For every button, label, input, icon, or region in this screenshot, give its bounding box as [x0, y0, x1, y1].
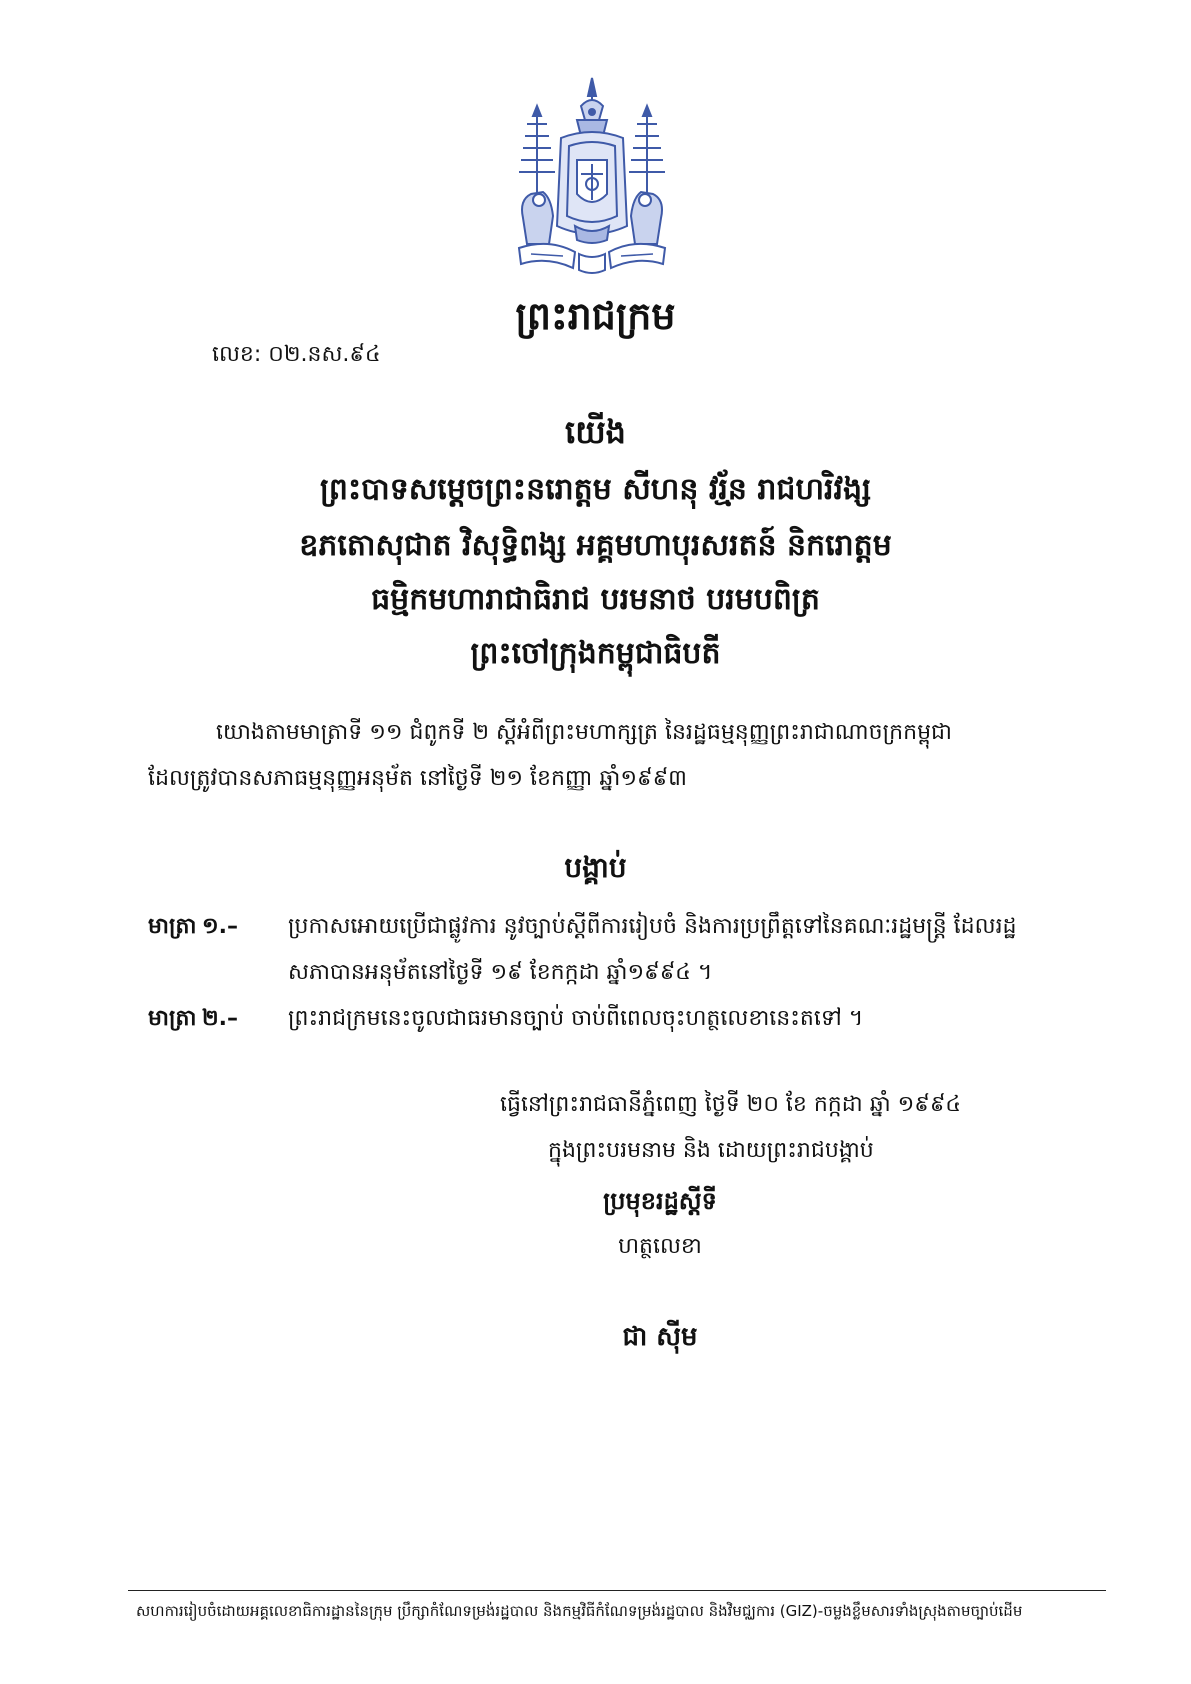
footer-note: សហការរៀបចំដោយអគ្គលេខាធិការដ្ឋាននៃក្រុម ប្រឹក្សាកំណែទម្រង់រដ្ឋបាល និងកម្មវិធីកំណែទម្រង់រដ្ឋបាល និងវិមជ្ឈការ (GIZ)-ចម្លងខ្លឹមសារទាំងស្រុងតាមច្បាប់ដើម — [136, 1602, 1023, 1620]
king-title-line-3: ធម្មិកមហារាជាធិរាជ បរមនាថ បរមបពិត្រ — [371, 582, 820, 617]
article-2-label: មាត្រា — [148, 1006, 197, 1031]
king-title-line-1: ព្រះបាទសម្តេចព្រះនរោត្តម សីហនុ វរ្ម័ន រាជហរិវង្ស — [319, 472, 872, 507]
decision-heading: បង្គាប់ — [564, 851, 627, 884]
king-title-line-4: ព្រះចៅក្រុងកម្ពុជាធិបតី — [470, 636, 721, 671]
signature-place-date: ធ្វើនៅព្រះរាជធានីភ្នំពេញ ថ្ងៃទី ២០ ខែ កក្កដា ឆ្នាំ ១៩៩៤ — [500, 1092, 962, 1117]
document-number: លេខ: ០២.នស.៩៤ — [212, 342, 381, 367]
signature-word: ហត្ថលេខា — [618, 1234, 702, 1259]
article-1-text-line-2: សភាបានអនុម័តនៅថ្ងៃទី ១៩ ខែកក្កដា ឆ្នាំ១៩៩៤ ។ — [288, 960, 713, 985]
article-1-text-line-1: ប្រកាសអោយប្រើជាផ្លូវការ នូវច្បាប់ស្តីពីការរៀបចំ និងការប្រព្រឹត្តទៅនៃគណៈរដ្ឋមន្ត្រី ដែលរដ្ឋ — [288, 914, 1017, 939]
signatory-role: ប្រមុខរដ្ឋស្តីទី — [603, 1187, 717, 1215]
preamble-paragraph-line-1: យោងតាមមាត្រាទី ១១ ជំពូកទី ២ ស្តីអំពីព្រះមហាក្សត្រ នៃរដ្ឋធម្មនុញ្ញព្រះរាជាណាចក្រកម្ពុជា — [216, 720, 953, 745]
article-2-number: ២.– — [202, 1006, 239, 1031]
article-2-text-line-1: ព្រះរាជក្រមនេះចូលជាធរមានច្បាប់ ចាប់ពីពេលចុះហត្ថលេខានេះតទៅ ។ — [288, 1006, 864, 1031]
article-1-label: មាត្រា — [148, 914, 197, 939]
preamble-paragraph-line-2: ដែលត្រូវបានសភាធម្មនុញ្ញអនុម័ត នៅថ្ងៃទី ២១ ខែកញ្ញា ឆ្នាំ១៩៩៣ — [148, 766, 687, 791]
signatory-name: ជា ស៊ីម — [622, 1322, 698, 1352]
article-1-number: ១.– — [202, 914, 239, 939]
document-title: ព្រះរាជក្រម — [515, 294, 676, 338]
king-title-line-2: ឧភតោសុជាត វិសុទ្ធិពង្ស អគ្គមហាបុរសរតន៍ និករោត្តម — [299, 528, 892, 563]
royal-coat-of-arms-icon — [509, 76, 675, 276]
preamble-we: យើង — [565, 413, 626, 451]
signature-authority: ក្នុងព្រះបរមនាម និង ដោយព្រះរាជបង្គាប់ — [548, 1138, 874, 1163]
footer-divider — [128, 1590, 1106, 1591]
